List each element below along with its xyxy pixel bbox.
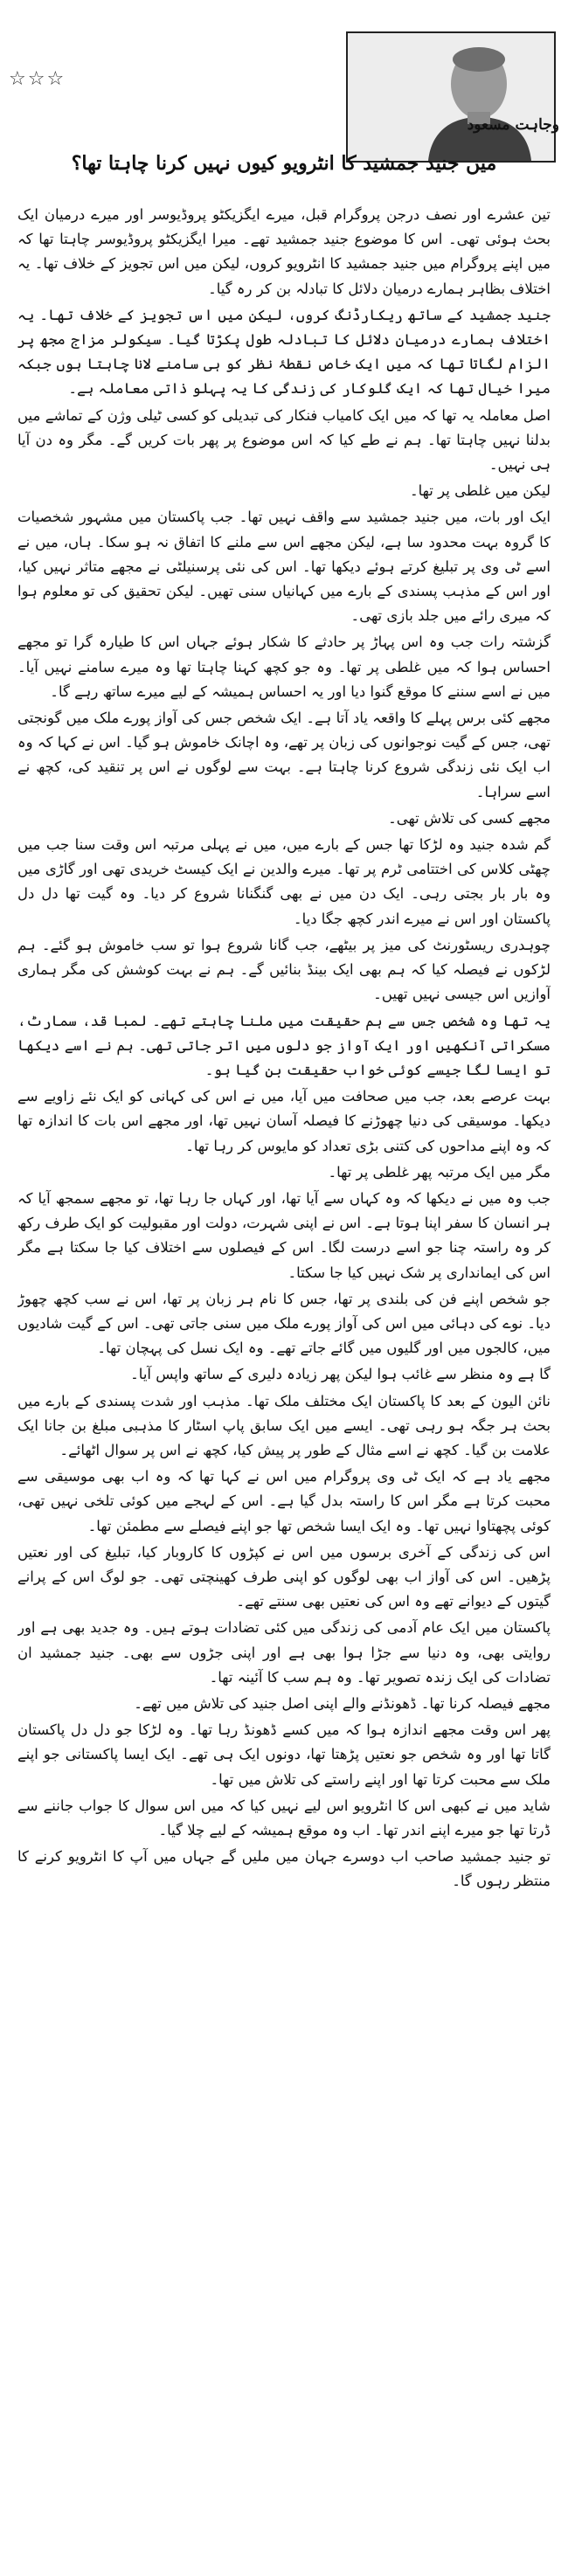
paragraph: پاکستان میں ایک عام آدمی کی زندگی میں کئی تضادات ہوتے ہیں۔ وہ جدید بھی ہے اور روایتی بھی، وہ دنیا سے جڑا ہوا بھی ہے اور اپنی جڑوں سے بھی۔ جنید جمشید ان تضادات کی ایک زندہ تصویر تھا۔ وہ ہم سب کا آئینہ تھا۔: [17, 1619, 551, 1686]
author-photo: [346, 31, 556, 163]
paragraph: تین عشرے اور نصف درجن پروگرام قبل، میرے ایگزیکٹو پروڈیوسر اور میرے درمیان ایک بحث ہوئی تھی۔ اس کا موضوع جنید جمشید تھے۔ میرا ایگزیکٹو پروڈیوسر چاہتا تھا کہ میں اپنے پروگرام میں جنید جمشید کا انٹرویو کروں، لیکن میں اس تجویز کے خلاف تھا۔ یہ اختلاف بظاہر ہمارے درمیان دلائل کا تبادلہ بن کر رہ گیا۔: [17, 206, 551, 297]
paragraph: لیکن میں غلطی پر تھا۔: [409, 482, 551, 500]
column-header: [0, 0, 568, 188]
paragraph: پھر اس وقت مجھے اندازہ ہوا کہ میں کسے ڈھونڈ رہا تھا۔ وہ لڑکا جو دل دل پاکستان گاتا تھا اور وہ شخص جو نعتیں پڑھتا تھا، دونوں ایک ہی تھے۔ ایک ایسا پاکستانی جو اپنے ملک سے محبت کرتا تھا اور اپنے راستے کی تلاش میں تھا۔: [17, 1721, 551, 1788]
star-rating-icon: ☆☆☆: [9, 68, 66, 90]
paragraph: جب وہ میں نے دیکھا کہ وہ کہاں سے آیا تھا، اور کہاں جا رہا تھا، تو مجھے سمجھ آیا کہ ہر انسان کا سفر اپنا ہوتا ہے۔ اس نے اپنی شہرت، دولت اور مقبولیت کو ایک طرف رکھ کر وہ راستہ چنا جو اسے درست لگا۔ اس کے فیصلوں سے اختلاف کیا جا سکتا ہے مگر اس کی ایمانداری پر شک نہیں کیا جا سکتا۔: [17, 1189, 551, 1281]
paragraph: مگر میں ایک مرتبہ پھر غلطی پر تھا۔: [328, 1163, 551, 1181]
author-name: وجاہت مسعود: [467, 116, 559, 134]
paragraph: اصل معاملہ یہ تھا کہ میں ایک کامیاب فنکار کی تبدیلی کو کسی ٹیلی وژن کے تماشے میں بدلنا نہیں چاہتا تھا۔ ہم نے طے کیا کہ اس موضوع پر پھر بات کریں گے۔ مگر وہ دن آیا ہی نہیں۔: [17, 406, 551, 474]
paragraph: مجھے فیصلہ کرنا تھا۔ ڈھونڈنے والے اپنی اصل جنید کی تلاش میں تھے۔: [134, 1694, 551, 1712]
paragraph: اس کی زندگی کے آخری برسوں میں اس نے کپڑوں کا کاروبار کیا، تبلیغ کی اور نعتیں پڑھیں۔ اس کی آواز اب بھی لوگوں کو اپنی طرف کھینچتی تھی۔ جو لوگ اس کے پرانے گیتوں کے دیوانے تھے وہ اس کی نعتیں بھی سنتے تھے۔: [17, 1543, 551, 1610]
paragraph: مجھے کسی کی تلاش تھی۔: [388, 809, 551, 827]
paragraph: چوہدری ریسٹورنٹ کی میز پر بیٹھے، جب گانا شروع ہوا تو سب خاموش ہو گئے۔ ہم لڑکوں نے فیصلہ کیا کہ ہم بھی ایک بینڈ بنائیں گے۔ ہم نے بہت کوشش کی مگر ہماری آوازیں اس جیسی نہیں تھیں۔: [17, 936, 551, 1003]
paragraph: جو شخص اپنے فن کی بلندی پر تھا، جس کا نام ہر زبان پر تھا، اس نے سب کچھ چھوڑ دیا۔ نوے کی دہائی میں اس کی آواز پورے ملک میں سنی جاتی تھی۔ اس کے گیت شادیوں میں، کالجوں میں اور گلیوں میں گائے جاتے تھے۔ وہ ایک نسل کی پہچان تھا۔: [17, 1290, 551, 1357]
paragraph: جنید جمشید کے ساتھ ریکارڈنگ کروں، لیکن میں اس تجویز کے خلاف تھا۔ یہ اختلاف ہمارے درمیان دلائل کا تبادلہ طول پکڑتا گیا۔ سیکولر مزاج مجھ پر الزام لگاتا تھا کہ میں ایک خاص نقطۂ نظر کو ہی سامنے لانا چاہتا ہوں جبکہ میرا خیال تھا کہ ایک گلوکار کی زندگی کا یہ پہلو ذاتی معاملہ ہے۔: [17, 306, 551, 398]
article-title: میں جنید جمشید کا انٹرویو کیوں نہیں کرنا چاہتا تھا؟: [71, 152, 497, 175]
paragraph: گزشتہ رات جب وہ اس پہاڑ پر حادثے کا شکار ہوئے جہاں اس کا طیارہ گرا تو مجھے احساس ہوا کہ میں غلطی پر تھا۔ وہ جو کچھ کہنا چاہتا تھا وہ میرے سامنے نہیں آیا۔ میں نے اسے سننے کا موقع گنوا دیا اور یہ احساس ہمیشہ کے لیے میرے ساتھ رہے گا۔: [17, 634, 551, 700]
paragraph: گا ہے وہ منظر سے غائب ہوا لیکن پھر زیادہ دلیری کے ساتھ واپس آیا۔: [130, 1366, 551, 1383]
article-body: [17, 203, 551, 2562]
author-portrait-icon: [348, 33, 554, 161]
paragraph: نائن الیون کے بعد کا پاکستان ایک مختلف ملک تھا۔ مذہب اور شدت پسندی کے بارے میں بحث ہر جگہ ہو رہی تھی۔ ایسے میں ایک سابق پاپ اسٹار کا مذہبی مبلغ بن جانا ایک علامت بن گیا۔ کچھ نے اسے مثال کے طور پر پیش کیا، کچھ نے اس پر سوال اٹھائے۔: [17, 1392, 551, 1458]
paragraph: یہ تھا وہ شخص جس سے ہم حقیقت میں ملنا چاہتے تھے۔ لمبا قد، سمارٹ، مسکراتی آنکھیں اور ایک آواز جو دلوں میں اتر جاتی تھی۔ ہم نے اسے دیکھا تو ایسا لگا جیسے کوئی خواب حقیقت بن گیا ہو۔: [17, 1012, 551, 1078]
paragraph: شاید میں نے کبھی اس کا انٹرویو اس لیے نہیں کیا کہ میں اس سوال کا جواب جاننے سے ڈرتا تھا جو میرے اپنے اندر تھا۔ اب وہ موقع ہمیشہ کے لیے چلا گیا۔: [17, 1797, 551, 1839]
paragraph: گم شدہ جنید وہ لڑکا تھا جس کے بارے میں، میں نے پہلی مرتبہ اس وقت سنا جب میں چھٹی کلاس کی اختتامی ٹرم پر تھا۔ میرے والدین نے ایک کیسٹ خریدی تھی اور گاڑی میں وہ بار بار بجتی رہی۔ ایک دن میں نے بھی گنگنانا شروع کر دیا۔ وہ گیت تھا دل دل پاکستان اور اس نے میرے اندر کچھ جگا دیا۔: [17, 836, 551, 927]
paragraph: تو جنید جمشید صاحب اب دوسرے جہان میں ملیں گے جہاں میں آپ کا انٹرویو کرنے کا منتظر رہوں گا۔: [17, 1848, 551, 1890]
paragraph: مجھے کئی برس پہلے کا واقعہ یاد آتا ہے۔ ایک شخص جس کی آواز پورے ملک میں گونجتی تھی، جس کے گیت نوجوانوں کی زبان پر تھے، وہ اچانک خاموش ہو گیا۔ اس نے کہا کہ وہ اب ایک نئی زندگی شروع کرنا چاہتا ہے۔ بہت سے لوگوں نے اس پر تنقید کی، کچھ نے اسے سراہا۔: [17, 710, 551, 800]
paragraph: ایک اور بات، میں جنید جمشید سے واقف نہیں تھا۔ جب پاکستان میں مشہور شخصیات کا گروہ بہت محدود سا ہے، لیکن مجھے اس سے ملنے کا اتفاق نہ ہو سکا۔ ہاں، میں نے اسے ٹی وی پر تبلیغ کرتے ہوئے دیکھا تھا۔ اس کی نئی پرسنیلٹی نے مجھے متاثر نہیں کیا، اور اس کے مذہب پسندی کے بارے میں کہانیاں سنی تھیں۔ لیکن تحقیق کی تو معلوم ہوا کہ میری رائے میں جلد بازی تھی۔: [17, 509, 551, 625]
paragraph: مجھے یاد ہے کہ ایک ٹی وی پروگرام میں اس نے کہا تھا کہ وہ اب بھی موسیقی سے محبت کرتا ہے مگر اس کا راستہ بدل گیا ہے۔ اس کے لہجے میں کوئی تلخی نہیں تھی، کوئی پچھتاوا نہیں تھا۔ وہ ایک ایسا شخص تھا جو اپنے فیصلے سے مطمئن تھا۔: [17, 1468, 551, 1534]
paragraph: بہت عرصے بعد، جب میں صحافت میں آیا، میں نے اس کی کہانی کو ایک نئے زاویے سے دیکھا۔ موسیقی کی دنیا چھوڑنے کا فیصلہ آسان نہیں تھا، اور مجھے اس بات کا اندازہ تھا کہ وہ اپنے مداحوں کی کتنی بڑی تعداد کو مایوس کر رہا تھا۔: [17, 1088, 551, 1154]
